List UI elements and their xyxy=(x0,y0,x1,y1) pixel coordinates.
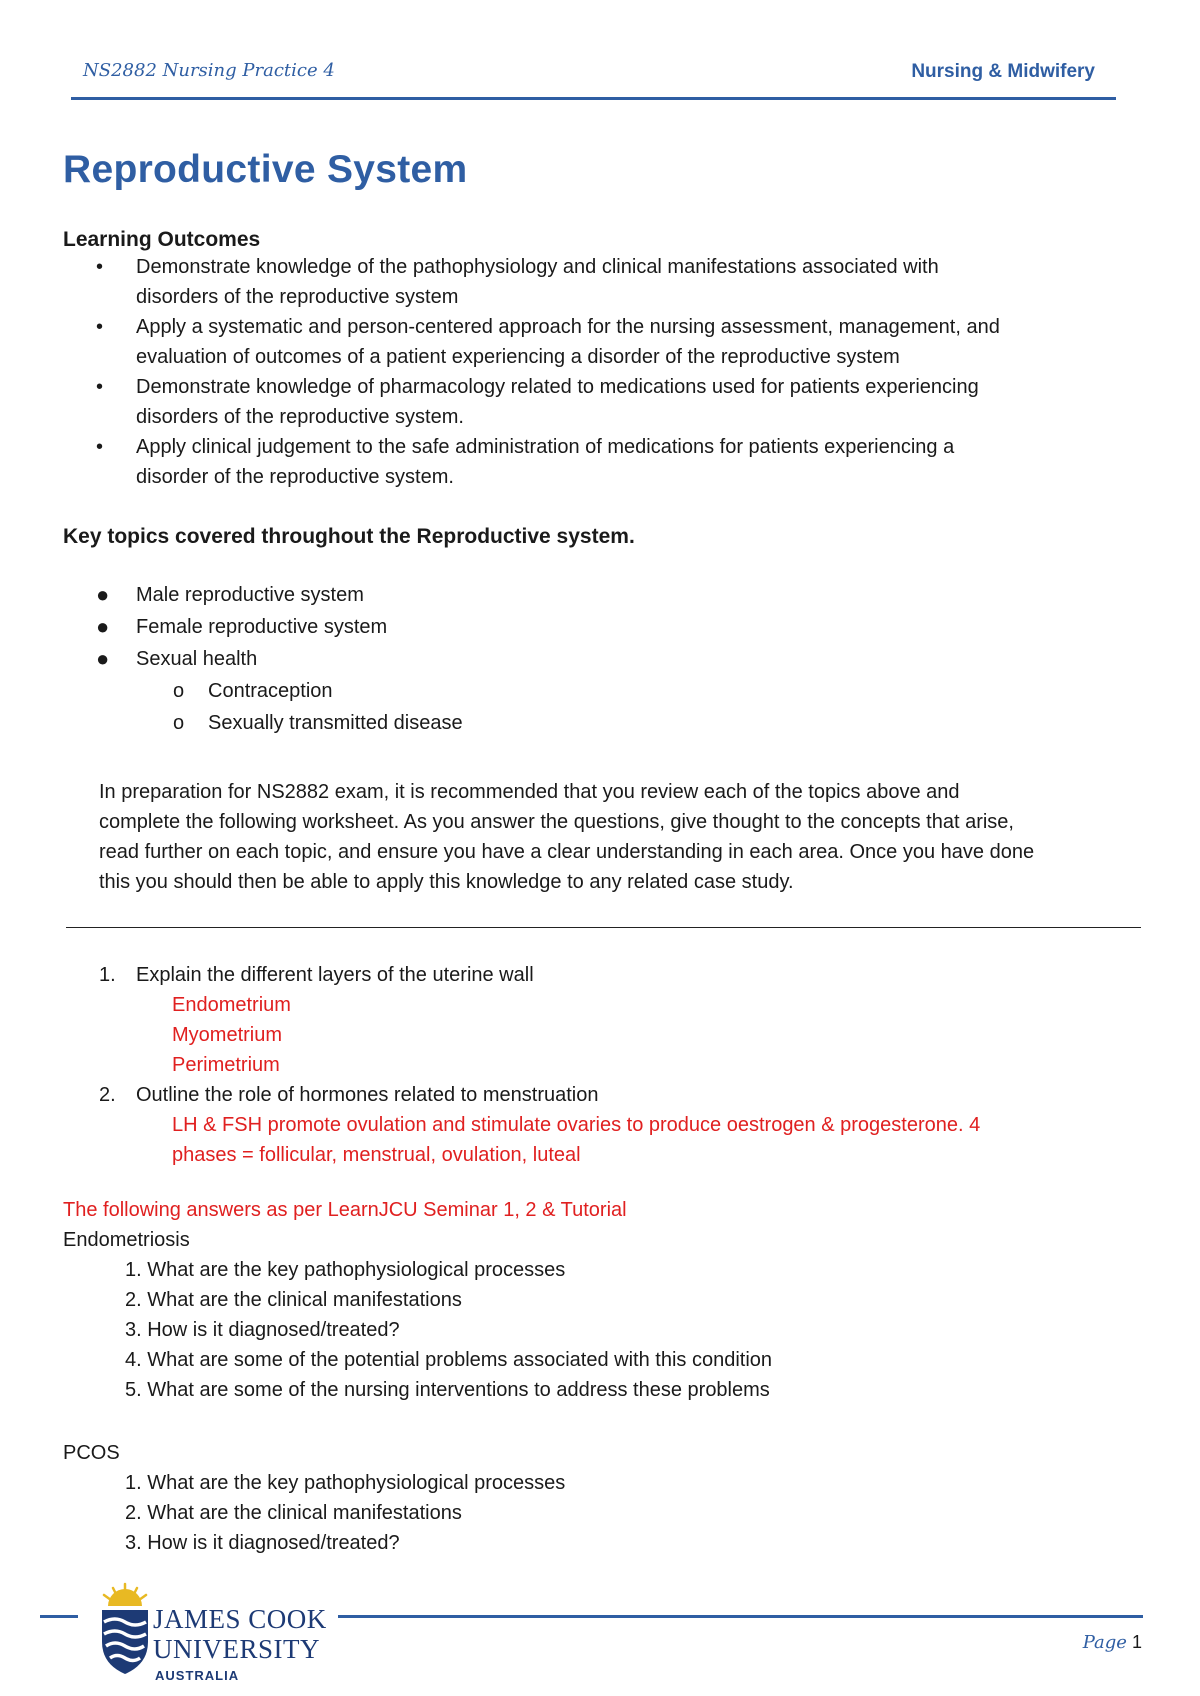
answer-text: LH & FSH promote ovulation and stimulate ovaries to produce oestrogen & progesterone. 4 xyxy=(172,1114,981,1136)
key-topics-heading: Key topics covered throughout the Reproductive system. xyxy=(63,525,635,548)
section-divider xyxy=(66,927,1141,928)
bullet-icon: • xyxy=(96,316,104,338)
question-item: 1. Explain the different layers of the uterine wall xyxy=(99,964,534,986)
list-item: • Apply a systematic and person-centered approach for the nursing assessment, management, and evaluation of outcomes of a patient experiencing a disorder of the reproductive system xyxy=(63,312,1143,372)
list-item: o Contraception xyxy=(63,675,1143,707)
list-item: 1. What are the key pathophysiological processes xyxy=(125,1472,566,1494)
page-number: Page 1 xyxy=(1082,1632,1142,1653)
pcos-heading: PCOS xyxy=(63,1442,120,1464)
jcu-logo-icon xyxy=(100,1582,150,1677)
pcos-section xyxy=(63,1438,1143,1558)
logo-wordmark-line3: AUSTRALIA xyxy=(155,1668,240,1683)
worksheet-questions xyxy=(99,960,1159,1170)
answer-text: Perimetrium xyxy=(172,1054,280,1076)
bullet-icon: ● xyxy=(96,614,110,639)
list-item: 4. What are some of the potential problems associated with this condition xyxy=(125,1349,773,1371)
preparation-paragraph: In preparation for NS2882 exam, it is recommended that you review each of the topics above and complete the following worksheet. As you answer the questions, give thought to the concepts that arise, read further on each topic, and ensure you have a clear understanding in each area. Once you have done this you should then be able to apply this knowledge to any related case study. xyxy=(99,781,1035,893)
answer-text: Endometrium xyxy=(172,994,291,1016)
question-text: Outline the role of hormones related to menstruation xyxy=(136,1084,599,1106)
key-topics-section xyxy=(63,525,1143,739)
logo-wordmark-line2: UNIVERSITY xyxy=(153,1634,320,1664)
question-item: 2. Outline the role of hormones related to menstruation xyxy=(99,1084,599,1106)
answer-text: Myometrium xyxy=(172,1024,283,1046)
footer-divider-left xyxy=(40,1615,78,1618)
bullet-icon: ● xyxy=(96,646,110,671)
endometriosis-heading: Endometriosis xyxy=(63,1229,190,1251)
list-item: 5. What are some of the nursing interventions to address these problems xyxy=(125,1379,770,1401)
key-topics-list xyxy=(63,579,1143,739)
endometriosis-section xyxy=(63,1195,1143,1405)
list-item: ● Female reproductive system xyxy=(63,611,1143,643)
list-item: o Sexually transmitted disease xyxy=(63,707,1143,739)
bullet-icon: • xyxy=(96,256,104,278)
logo-wordmark-line1: JAMES COOK xyxy=(153,1604,327,1634)
seminar-note: The following answers as per LearnJCU Seminar 1, 2 & Tutorial xyxy=(63,1199,627,1221)
circle-bullet-icon: o xyxy=(173,680,185,702)
learning-outcomes-section xyxy=(63,228,1143,492)
list-item: 3. How is it diagnosed/treated? xyxy=(125,1532,400,1554)
list-item: • Apply clinical judgement to the safe administration of medications for patients experiencing a disorder of the reproductive system. xyxy=(63,432,1143,492)
list-item: • Demonstrate knowledge of pharmacology related to medications used for patients experiencing disorders of the reproductive system. xyxy=(63,372,1143,432)
page-title: Reproductive System xyxy=(63,148,468,191)
header-department: Nursing & Midwifery xyxy=(911,61,1095,82)
list-item: • Demonstrate knowledge of the pathophysiology and clinical manifestations associated with disorders of the reproductive system xyxy=(63,252,1143,312)
bullet-icon: ● xyxy=(96,582,110,607)
header-course: NS2882 Nursing Practice 4 xyxy=(83,60,335,81)
list-item: ● Male reproductive system xyxy=(63,579,1143,611)
learning-outcomes-list xyxy=(63,252,1143,492)
circle-bullet-icon: o xyxy=(173,712,185,734)
learning-outcomes-heading: Learning Outcomes xyxy=(63,228,261,251)
question-text: Explain the different layers of the uterine wall xyxy=(136,964,534,986)
list-item: 3. How is it diagnosed/treated? xyxy=(125,1319,400,1341)
bullet-icon: • xyxy=(96,376,104,398)
answer-text: phases = follicular, menstrual, ovulation, luteal xyxy=(172,1144,581,1166)
bullet-icon: • xyxy=(96,436,104,458)
list-item: 2. What are the clinical manifestations xyxy=(125,1502,462,1524)
list-item: 2. What are the clinical manifestations xyxy=(125,1289,462,1311)
footer-divider-right xyxy=(338,1615,1143,1618)
list-item: ● Sexual health xyxy=(63,643,1143,675)
list-item: 1. What are the key pathophysiological processes xyxy=(125,1259,566,1281)
header-divider xyxy=(71,97,1116,100)
